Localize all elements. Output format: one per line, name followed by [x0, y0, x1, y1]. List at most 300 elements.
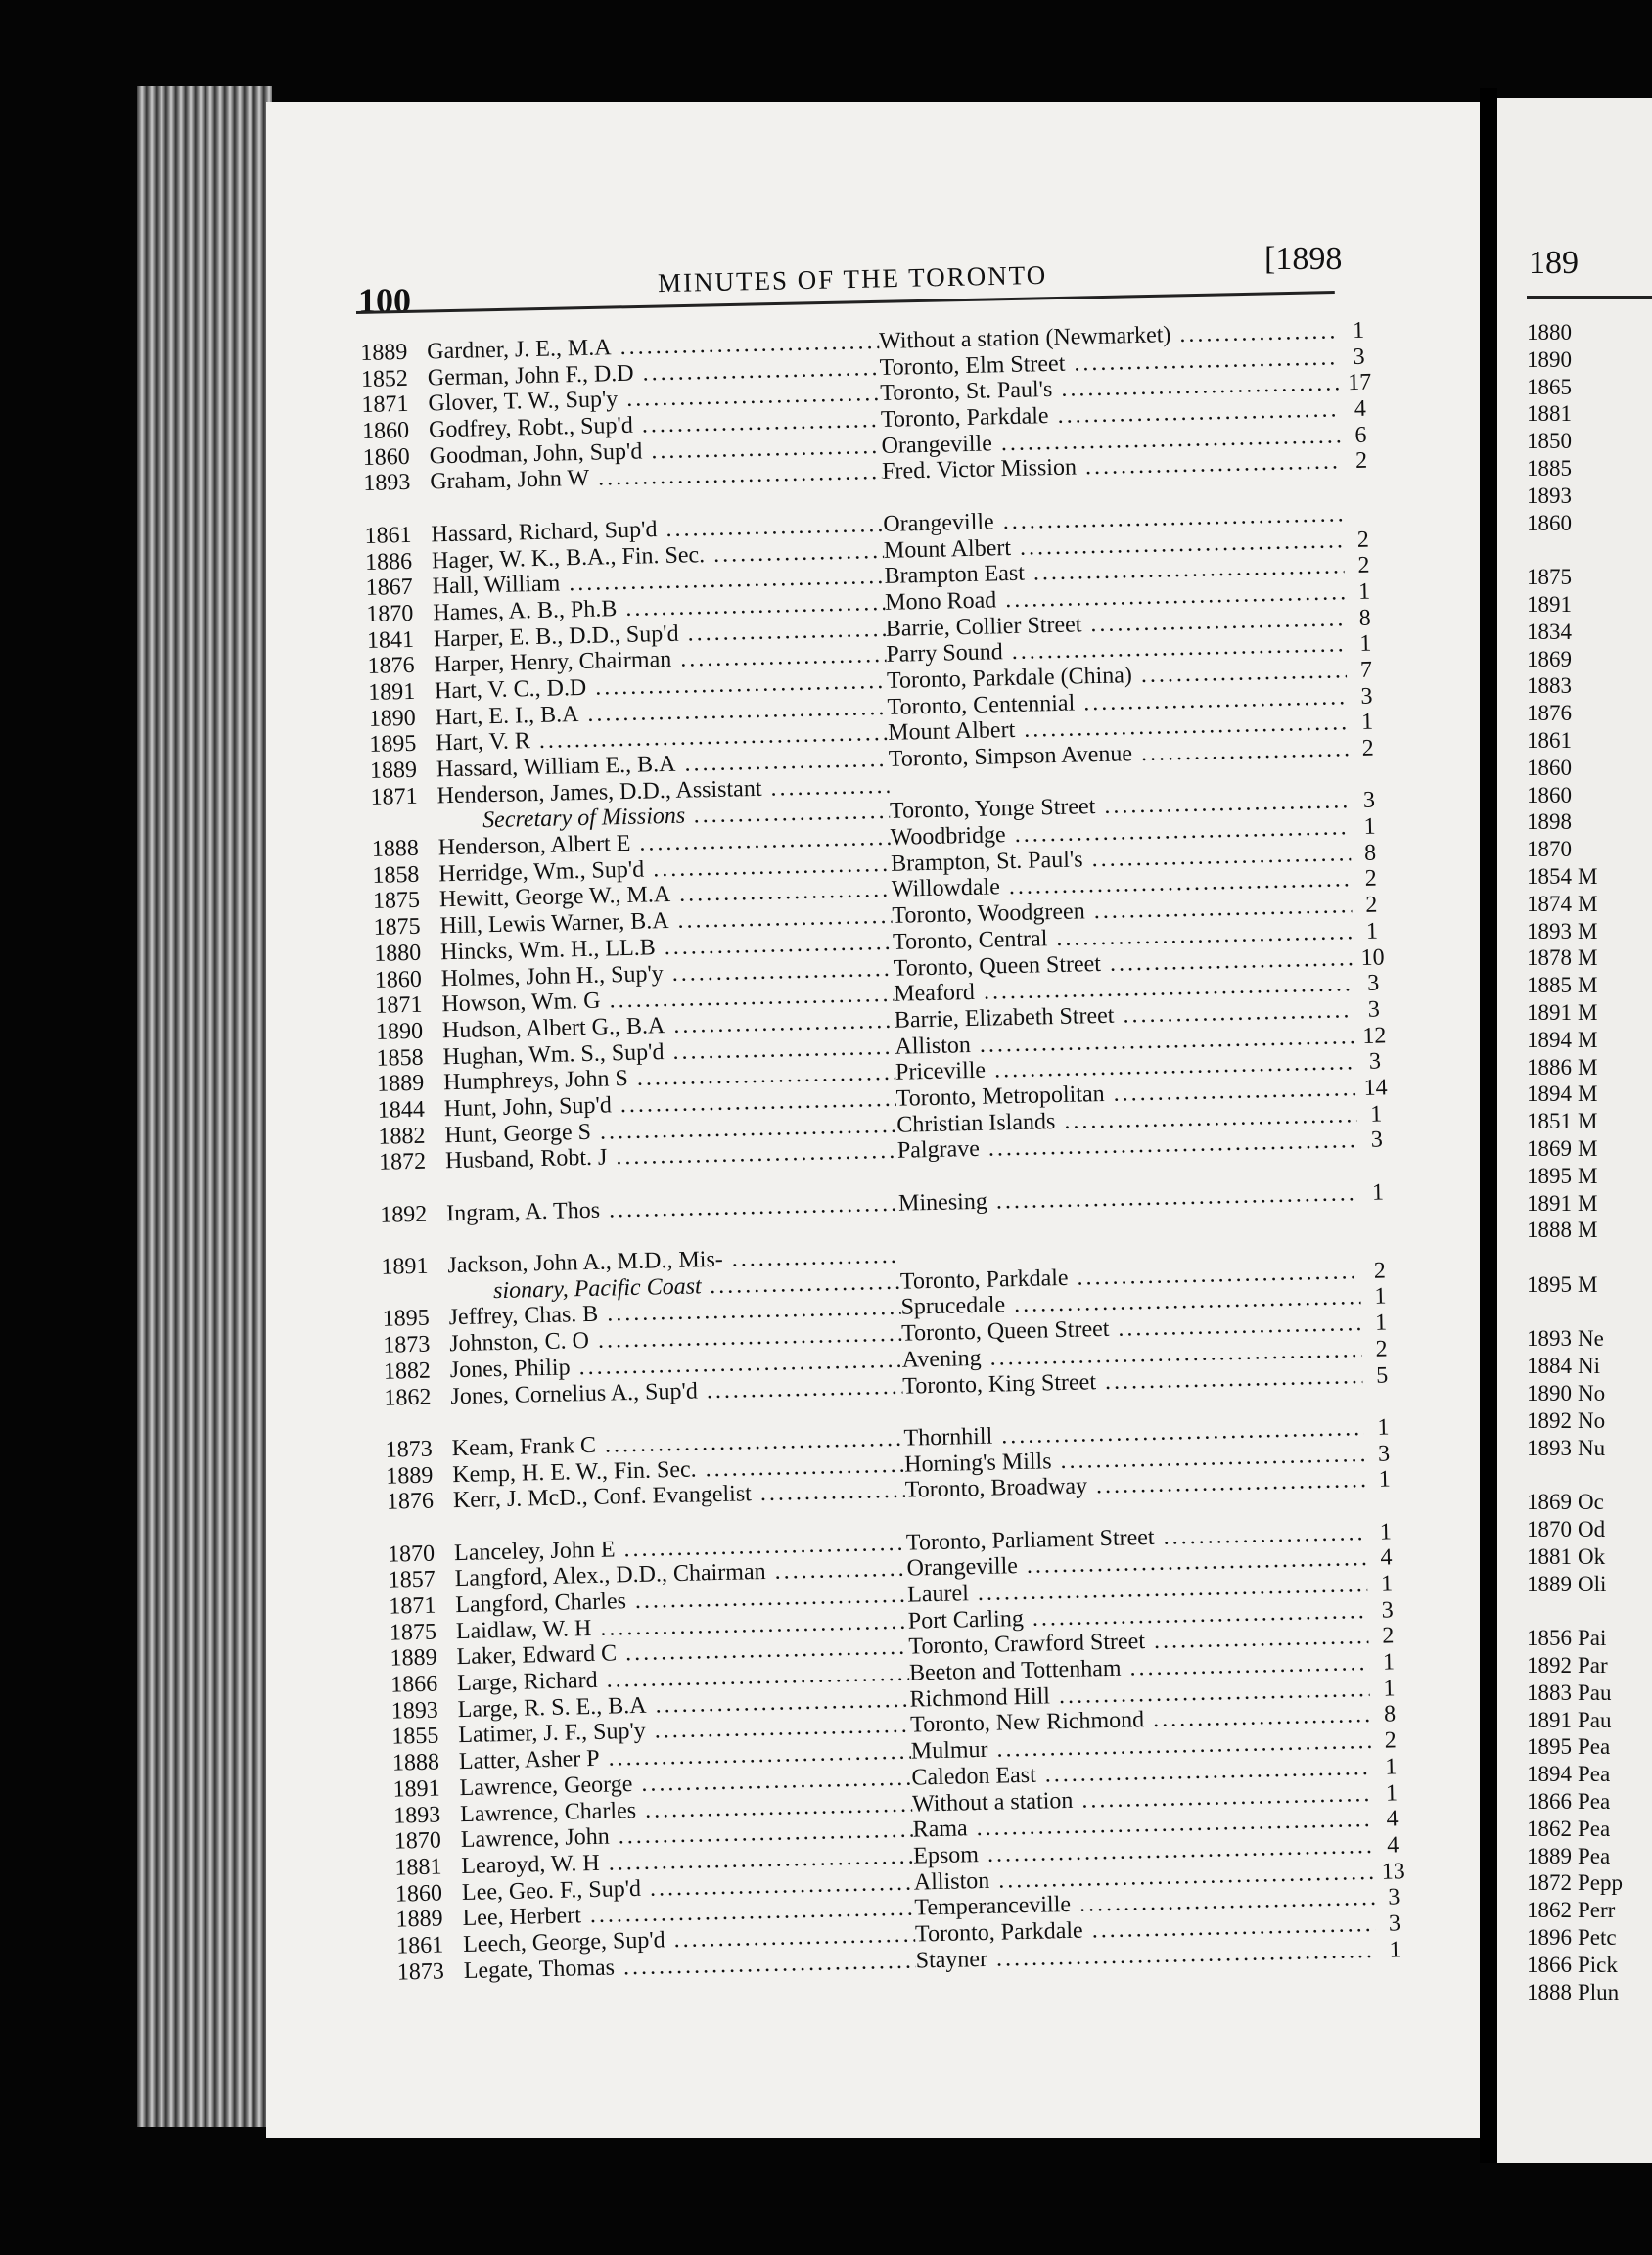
- right-page-year: 1884: [1527, 1354, 1572, 1379]
- entry-station: Orangeville .....: [906, 1545, 1366, 1582]
- right-page-row: [1527, 808, 1652, 836]
- right-page-row: [1527, 727, 1652, 755]
- entry-name: Leech, George, Sup'd .....: [463, 1921, 915, 1957]
- left-page: [266, 102, 1480, 2138]
- entry-count: [1343, 520, 1382, 521]
- entry-station: Toronto, Woodgreen .....: [892, 893, 1352, 929]
- entry-year: 1882: [378, 1123, 426, 1150]
- entry-count: 1: [1352, 317, 1365, 344]
- right-page-year: 1893: [1527, 918, 1572, 943]
- right-page-row: [1527, 1190, 1652, 1218]
- right-page-row: [1527, 999, 1652, 1027]
- entry-count: 1: [1374, 1310, 1388, 1336]
- entries-list: [360, 316, 1474, 1986]
- entry-name: Henderson, James, D.D., Assistant .....: [436, 773, 889, 809]
- section-gap: [1527, 1597, 1652, 1625]
- right-page-year: 1874: [1527, 891, 1572, 916]
- right-page-year: 1883: [1527, 673, 1572, 699]
- entry-year: 1891: [367, 678, 416, 706]
- entry-count: 2: [1382, 1623, 1395, 1650]
- entry-station: Palgrave .....: [897, 1128, 1357, 1164]
- entry-station: Mount Albert .....: [884, 528, 1344, 564]
- entry-year: 1876: [367, 653, 415, 680]
- entry-year: 1871: [370, 783, 418, 810]
- entry-station: Temperanceville .....: [914, 1885, 1374, 1921]
- entry-station: Parry Sound .....: [886, 631, 1346, 667]
- entry-count: 2: [1361, 735, 1375, 761]
- right-page-year: 1869: [1527, 646, 1572, 671]
- right-page-row: [1527, 1516, 1652, 1543]
- entry-count: 2: [1357, 552, 1370, 579]
- entry-station: Without a station .....: [912, 1780, 1372, 1817]
- entry-station: Christian Islands .....: [896, 1102, 1356, 1138]
- entry-count: 5: [1375, 1361, 1389, 1389]
- right-page-text: M: [1578, 891, 1598, 916]
- entry-name: Herridge, Wm., Sup'd .....: [438, 851, 891, 888]
- right-page-year: 1869: [1527, 1490, 1572, 1515]
- entry-year: 1873: [385, 1436, 434, 1463]
- entry-station: Toronto, Parkdale (China) .....: [887, 658, 1347, 694]
- entry-year: 1860: [374, 966, 423, 993]
- right-page-row: [1527, 1652, 1652, 1680]
- entry-name: Langford, Alex., D.D., Chairman .....: [454, 1556, 906, 1592]
- entry-name: Latimer, J. F., Sup'y .....: [458, 1713, 910, 1749]
- right-page-row: [1527, 1163, 1652, 1190]
- right-page-text: M: [1578, 918, 1598, 943]
- entry-count: 1: [1385, 1779, 1399, 1807]
- entry-count: 3: [1367, 996, 1381, 1023]
- entry-name: Jackson, John A., M.D., Mis- .....: [447, 1243, 899, 1279]
- right-page-year: 1870: [1527, 1517, 1572, 1542]
- right-page-row: [1527, 1625, 1652, 1652]
- entry-name: sionary, Pacific Coast .....: [448, 1268, 900, 1305]
- right-page-text: M: [1578, 1271, 1598, 1297]
- right-page-text: Nu: [1578, 1435, 1606, 1460]
- right-page-year: 1870: [1527, 837, 1572, 862]
- entry-name: Hart, E. I., B.A .....: [435, 695, 887, 731]
- entry-name: Glover, T. W., Sup'y .....: [428, 381, 880, 417]
- entry-count: 1: [1380, 1571, 1394, 1597]
- entry-station: Toronto, Parkdale .....: [900, 1259, 1360, 1295]
- page-edge-stack: [137, 86, 272, 2127]
- entry-year: 1888: [391, 1749, 440, 1776]
- right-page-text: Pepp: [1578, 1870, 1623, 1896]
- entry-year: 1895: [369, 731, 417, 759]
- right-page-year: 1895: [1527, 1734, 1572, 1760]
- entry-year: 1882: [383, 1358, 432, 1385]
- entry-name: Secretary of Missions .....: [437, 799, 890, 835]
- right-page-year: 1872: [1527, 1870, 1572, 1896]
- right-page-year: 1854: [1527, 863, 1572, 889]
- right-page-text: M: [1578, 945, 1598, 971]
- right-page-year: 1860: [1527, 782, 1572, 807]
- right-page-row: [1527, 863, 1652, 891]
- right-page-text: Par: [1578, 1653, 1608, 1679]
- entry-year: 1852: [360, 365, 409, 392]
- right-page-row: [1527, 1380, 1652, 1407]
- right-page-year: 1866: [1527, 1789, 1572, 1815]
- entry-count: 3: [1388, 1884, 1400, 1910]
- entry-year: 1875: [372, 888, 421, 915]
- entry-year: [371, 829, 437, 831]
- entry-name: Lawrence, George .....: [459, 1765, 911, 1801]
- right-page-year: 1888: [1527, 1218, 1572, 1243]
- right-page-row: [1527, 455, 1652, 483]
- right-page-row: [1527, 346, 1652, 374]
- right-page-year: 1895: [1527, 1271, 1572, 1297]
- entry-year: 1895: [382, 1306, 430, 1333]
- entry-year: 1855: [391, 1723, 439, 1751]
- right-page-year: 1876: [1527, 701, 1572, 726]
- entry-name: Learoyd, W. H .....: [461, 1843, 913, 1879]
- right-page-text: Pea: [1578, 1816, 1611, 1841]
- entry-year: 1886: [364, 548, 413, 575]
- entry-name: Humphreys, John S .....: [443, 1060, 895, 1096]
- right-page-year: 1891: [1527, 1190, 1572, 1216]
- entry-name: Laidlaw, W. H .....: [456, 1608, 908, 1644]
- entry-name: Jones, Philip .....: [450, 1348, 902, 1384]
- entry-count: 4: [1354, 395, 1367, 423]
- right-page-text: Ok: [1578, 1543, 1606, 1569]
- entry-station: Rama .....: [912, 1807, 1372, 1843]
- entry-count: 1: [1378, 1466, 1391, 1493]
- right-page-year: 1892: [1527, 1407, 1572, 1433]
- entry-name: Legate, Thomas .....: [464, 1948, 916, 1984]
- entry-year: 1871: [389, 1592, 436, 1620]
- right-page-year: 1894: [1527, 1027, 1572, 1052]
- entry-station: Toronto, Parkdale .....: [915, 1911, 1375, 1948]
- right-page-row: [1527, 510, 1652, 537]
- right-page-text: Pea: [1578, 1843, 1611, 1868]
- right-page-row: [1527, 1027, 1652, 1054]
- entry-station: Barrie, Collier Street .....: [886, 606, 1346, 642]
- entry-count: 4: [1386, 1806, 1399, 1832]
- entry-count: 4: [1380, 1544, 1393, 1571]
- entry-name: Harper, E. B., D.D., Sup'd .....: [434, 616, 886, 652]
- entry-name: Hart, V. R .....: [436, 720, 888, 757]
- entry-year: 1889: [386, 1462, 434, 1490]
- entry-station: Willowdale .....: [892, 867, 1352, 903]
- right-page-year: 1880: [1527, 320, 1572, 345]
- entry-station: Toronto, Central .....: [893, 919, 1353, 955]
- right-page-row: [1527, 1761, 1652, 1788]
- right-page-year: 1889: [1527, 1571, 1572, 1596]
- right-page-row: [1527, 1816, 1652, 1843]
- entry-station: Woodbridge .....: [890, 814, 1350, 851]
- entry-station: Toronto, New Richmond .....: [910, 1702, 1370, 1738]
- entry-count: 4: [1386, 1832, 1400, 1859]
- right-page-text: Pea: [1578, 1762, 1611, 1787]
- right-page-text: Ne: [1578, 1326, 1604, 1352]
- right-page-year: 1860: [1527, 510, 1572, 535]
- entry-station: Brampton, St. Paul's .....: [891, 841, 1351, 877]
- entry-station: Toronto, Queen Street .....: [893, 945, 1353, 982]
- entry-year: 1873: [383, 1331, 431, 1358]
- right-page-year: 1893: [1527, 1435, 1572, 1460]
- entry-year: 1857: [388, 1566, 436, 1593]
- entry-count: 2: [1356, 527, 1370, 553]
- page-number: 100: [358, 281, 411, 320]
- right-page-text: M: [1578, 1218, 1598, 1243]
- right-page-text: M: [1578, 1027, 1598, 1052]
- entry-year: 1870: [393, 1827, 442, 1855]
- entry-station: Meaford .....: [894, 971, 1354, 1007]
- entry-station: Sprucedale .....: [900, 1284, 1360, 1320]
- entry-count: 1: [1363, 813, 1376, 840]
- entry-station: Toronto, Broadway .....: [905, 1467, 1365, 1503]
- section-gap: [1527, 1244, 1652, 1271]
- entry-count: 2: [1365, 892, 1378, 918]
- right-page-row: [1527, 1353, 1652, 1380]
- right-page-text: No: [1578, 1381, 1606, 1406]
- right-page-text: Petc: [1578, 1925, 1617, 1951]
- right-page-row: [1527, 1571, 1652, 1598]
- entry-count: 2: [1373, 1258, 1387, 1284]
- right-page-row: [1527, 672, 1652, 700]
- right-page-text: Oc: [1578, 1490, 1604, 1515]
- right-page-text: Pea: [1578, 1789, 1611, 1815]
- entry-year: 1889: [390, 1644, 437, 1673]
- right-page-text: M: [1578, 1135, 1598, 1161]
- entry-count: 8: [1358, 605, 1371, 631]
- right-page-year: 1894: [1527, 1081, 1572, 1107]
- entry-year: 1858: [376, 1044, 424, 1072]
- right-page-year: 1891: [1527, 591, 1572, 617]
- entry-name: Lawrence, Charles .....: [460, 1791, 912, 1827]
- right-page-year: 1878: [1527, 945, 1572, 971]
- entry-name: Howson, Wm. G .....: [441, 982, 894, 1018]
- entry-year: 1860: [361, 417, 410, 445]
- entry-year: 1861: [395, 1932, 444, 1959]
- entry-year: 1860: [362, 443, 410, 471]
- entry-name: Lee, Herbert .....: [462, 1896, 914, 1932]
- entry-count: 13: [1381, 1858, 1406, 1885]
- right-page-row: [1527, 619, 1652, 646]
- entry-year: 1875: [373, 913, 421, 941]
- entry-station: Toronto, Metropolitan .....: [895, 1076, 1355, 1112]
- entry-name: Keam, Frank C .....: [451, 1426, 903, 1462]
- right-page-year: 1850: [1527, 429, 1572, 454]
- entry-count: 1: [1374, 1283, 1387, 1311]
- entry-name: Lanceley, John E .....: [454, 1530, 906, 1566]
- right-page-list: [1527, 319, 1652, 2005]
- right-page-text: Pea: [1578, 1734, 1611, 1760]
- entry-station: Toronto, Queen Street .....: [901, 1311, 1361, 1347]
- entry-year: 1893: [363, 470, 411, 497]
- right-page-year: 1890: [1527, 1381, 1572, 1406]
- right-page-year: 1851: [1527, 1109, 1572, 1134]
- entry-year: 1881: [394, 1854, 442, 1881]
- entry-station: Fred. Victor Mission .....: [882, 449, 1342, 485]
- right-page-row: [1527, 1979, 1652, 2006]
- right-page-row: [1527, 782, 1652, 809]
- entry-station: Toronto, Crawford Street .....: [908, 1624, 1368, 1660]
- right-page-text: Pau: [1578, 1680, 1612, 1705]
- right-page-text: Od: [1578, 1517, 1606, 1542]
- right-page-text: Pai: [1578, 1626, 1607, 1651]
- entry-name: Large, R. S. E., B.A .....: [457, 1686, 909, 1723]
- entry-year: 1870: [366, 600, 414, 627]
- entry-year: 1871: [361, 391, 409, 419]
- entry-station: Toronto, King Street .....: [902, 1363, 1362, 1400]
- entry-name: Lawrence, John .....: [460, 1818, 912, 1854]
- entry-year: 1880: [373, 940, 422, 967]
- right-page-year: 1892: [1527, 1653, 1572, 1679]
- entry-year: 1889: [360, 339, 408, 366]
- right-page-row: [1527, 1543, 1652, 1571]
- right-page-text: M: [1578, 1109, 1598, 1134]
- entry-station: Toronto, Simpson Avenue .....: [889, 736, 1349, 772]
- right-page-text: M: [1578, 1190, 1598, 1216]
- right-page-row: [1527, 1108, 1652, 1135]
- entry-name: Hunt, George S .....: [444, 1112, 896, 1148]
- right-page-row: [1527, 1407, 1652, 1435]
- entry-count: 3: [1353, 344, 1365, 370]
- right-page-text: Pau: [1578, 1707, 1612, 1732]
- entry-station: Without a station (Newmarket) .....: [879, 318, 1339, 354]
- right-page-row: [1527, 891, 1652, 918]
- entry-station: Avening .....: [901, 1337, 1361, 1373]
- right-page-text: Plun: [1578, 1979, 1620, 2004]
- entry-count: 1: [1389, 1936, 1401, 1963]
- right-page-row: [1527, 400, 1652, 428]
- right-page-text: Perr: [1578, 1898, 1616, 1923]
- right-page-year: 1860: [1527, 755, 1572, 780]
- entry-name: Hill, Lewis Warner, B.A .....: [439, 903, 892, 940]
- right-page-row: [1527, 1217, 1652, 1244]
- entry-station: Laurel .....: [907, 1572, 1367, 1608]
- entry-year: 1873: [396, 1958, 445, 1986]
- right-page-text: Pick: [1578, 1952, 1618, 1977]
- right-page-year: 1885: [1527, 455, 1572, 481]
- entry-year: 1891: [381, 1253, 429, 1280]
- entry-year: 1862: [384, 1384, 432, 1411]
- right-page-row: [1527, 374, 1652, 401]
- entry-count: 1: [1357, 578, 1371, 605]
- entry-year: 1890: [375, 1018, 424, 1045]
- entry-station: Richmond Hill .....: [909, 1677, 1369, 1713]
- right-page-row: [1527, 1680, 1652, 1707]
- entry-count: 1: [1383, 1676, 1396, 1702]
- entry-count: 8: [1383, 1701, 1397, 1728]
- entry-count: 1: [1369, 1101, 1383, 1128]
- entry-station: Orangeville .....: [883, 501, 1343, 537]
- right-page-year-head: 189: [1529, 245, 1579, 281]
- entry-name: Lee, Geo. F., Sup'd .....: [462, 1869, 914, 1906]
- right-page-row: [1527, 1707, 1652, 1734]
- entry-station: Alliston .....: [895, 1024, 1354, 1060]
- right-page-row: [1527, 944, 1652, 972]
- section-gap: [1527, 536, 1652, 564]
- entry-year: 1844: [377, 1096, 426, 1124]
- entry-count: 2: [1354, 448, 1368, 475]
- entry-year: 1875: [389, 1619, 437, 1646]
- entry-station: Beeton and Tottenham .....: [909, 1650, 1369, 1686]
- entry-station: Toronto, Elm Street .....: [879, 345, 1339, 381]
- entry-count: 3: [1368, 1048, 1382, 1076]
- entry-count: 7: [1359, 657, 1373, 683]
- entry-station: Toronto, Yonge Street .....: [890, 789, 1350, 825]
- entry-station: Toronto, Parliament Street .....: [906, 1520, 1366, 1556]
- entry-count: [1349, 781, 1388, 782]
- entry-count: 3: [1388, 1910, 1401, 1937]
- entry-name: Gardner, J. E., M.A .....: [427, 329, 879, 365]
- entry-name: Hart, V. C., D.D .....: [435, 668, 887, 705]
- entry-count: 2: [1384, 1727, 1398, 1754]
- entry-name: Laker, Edward C .....: [456, 1634, 908, 1671]
- entry-station: Thornhill .....: [903, 1415, 1363, 1451]
- entry-station: Port Carling .....: [908, 1598, 1368, 1634]
- year-head: [1898: [1264, 241, 1343, 277]
- entry-station: Toronto, St. Paul's .....: [880, 371, 1340, 407]
- right-page-year: 1898: [1527, 809, 1572, 835]
- right-page-text: M: [1578, 863, 1598, 889]
- right-page-row: [1527, 1081, 1652, 1108]
- entry-name: Jeffrey, Chas. B .....: [448, 1295, 900, 1331]
- entry-name: Hall, William .....: [432, 564, 884, 600]
- right-page-text: M: [1578, 1054, 1598, 1080]
- entry-station: Toronto, Centennial .....: [887, 684, 1347, 720]
- right-page-year: 1891: [1527, 999, 1572, 1025]
- right-page-year: 1893: [1527, 483, 1572, 508]
- entry-name: Kemp, H. E. W., Fin. Sec. .....: [452, 1451, 904, 1488]
- right-page-year: 1856: [1527, 1626, 1572, 1651]
- right-page-row: [1527, 1924, 1652, 1952]
- entry-year: 1889: [376, 1070, 425, 1098]
- entry-name: Latter, Asher P .....: [459, 1739, 911, 1775]
- right-page-row: [1527, 591, 1652, 619]
- entry-count: 10: [1360, 943, 1385, 971]
- entry-count: 3: [1377, 1440, 1391, 1467]
- entry-name: Jones, Cornelius A., Sup'd .....: [450, 1373, 902, 1409]
- entry-station: Toronto, Parkdale .....: [881, 396, 1341, 433]
- right-page-row: [1527, 755, 1652, 782]
- right-page-year: 1865: [1527, 374, 1572, 399]
- right-page-row: [1527, 1869, 1652, 1897]
- entry-station: Stayner .....: [915, 1938, 1375, 1974]
- entry-name: Johnston, C. O .....: [449, 1321, 901, 1358]
- entry-year: 1841: [366, 626, 415, 654]
- entry-year: 1858: [372, 861, 420, 889]
- entry-count: 2: [1375, 1336, 1388, 1362]
- entry-count: 1: [1382, 1649, 1396, 1676]
- entry-name: Kerr, J. McD., Conf. Evangelist .....: [453, 1478, 905, 1514]
- entry-count: 3: [1362, 787, 1376, 814]
- entry-station: Horning's Mills .....: [904, 1442, 1364, 1478]
- right-page-year: 1890: [1527, 346, 1572, 372]
- right-page-row: [1527, 1325, 1652, 1353]
- right-page-year: 1894: [1527, 1762, 1572, 1787]
- right-page-row: [1527, 972, 1652, 999]
- entry-name: Holmes, John H., Sup'y .....: [441, 955, 894, 991]
- right-page-year: 1881: [1527, 1543, 1572, 1569]
- entry-count: 12: [1362, 1022, 1387, 1049]
- right-page-row: [1527, 483, 1652, 510]
- right-page-row: [1527, 836, 1652, 863]
- right-page-year: 1862: [1527, 1816, 1572, 1841]
- entry-count: 3: [1366, 970, 1380, 997]
- right-page-text: M: [1578, 973, 1598, 998]
- right-page-year: 1895: [1527, 1163, 1572, 1188]
- entry-count: 2: [1364, 866, 1378, 893]
- right-page-rule: [1527, 296, 1652, 299]
- entry-station: Alliston .....: [914, 1859, 1374, 1895]
- right-page-row: [1527, 700, 1652, 727]
- entry-count: [1359, 1251, 1399, 1252]
- section-gap: [1527, 1461, 1652, 1489]
- right-page-text: Oli: [1578, 1571, 1607, 1596]
- entry-name: Husband, Robt. J .....: [445, 1138, 897, 1174]
